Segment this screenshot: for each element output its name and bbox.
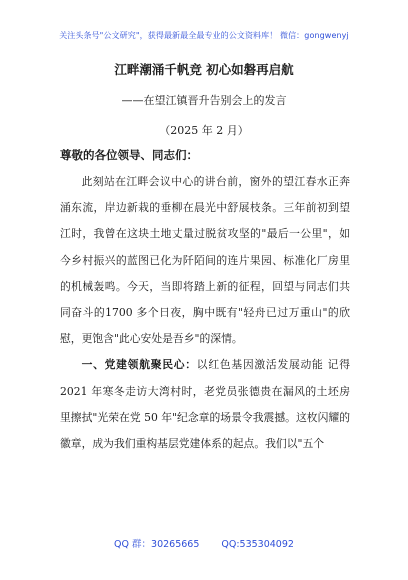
paragraph-2-lead: 一、党建领航聚民心： — [81, 358, 197, 372]
document-body — [60, 169, 350, 457]
paragraph-2-text: 以红色基因激活发展动能 记得 2021 年寒冬走访大湾村时，老党员张德贵在漏风的土坯房里擦拭"光荣在党 50 年"纪念章的场景令我震撼。这枚闪耀的徽章，成为我们重构基层党建体系的起点。我们以"五个 — [60, 358, 350, 451]
document-title: 江畔潮涌千帆竞 初心如磐再启航 — [114, 62, 294, 77]
document-subtitle: ——在望江镇晋升告别会上的发言 — [121, 94, 287, 107]
footer-qq-group: QQ 群：30265665 — [114, 539, 200, 550]
footer — [0, 536, 408, 550]
footer-qq: QQ:535304092 — [221, 539, 294, 550]
paragraph-2 — [60, 352, 350, 457]
paragraph-1: 此刻站在江畔会议中心的讲台前，窗外的望江春水正奔涌东流，岸边新栽的垂柳在晨光中舒展枝条。三年前初到望江时，我曾在这块土地丈量过脱贫攻坚的"最后一公里"，如今乡村振兴的蓝图已化为阡陌间的连片果园、标准化厂房里的机械轰鸣。今天，当即将踏上新的征程，回望与同志们共同奋斗的1700 多个日夜，胸中既有"轻舟已过万重山"的欣慰，更饱含"此心安处是吾乡"的深情。 — [60, 175, 350, 346]
salutation: 尊敬的各位领导、同志们： — [60, 148, 198, 162]
document-date: （2025 年 2 月） — [159, 124, 249, 137]
top-banner: 关注头条号"公文研究"，获得最新最全最专业的公文资料库！ 微信：gongwenyj — [59, 31, 349, 40]
